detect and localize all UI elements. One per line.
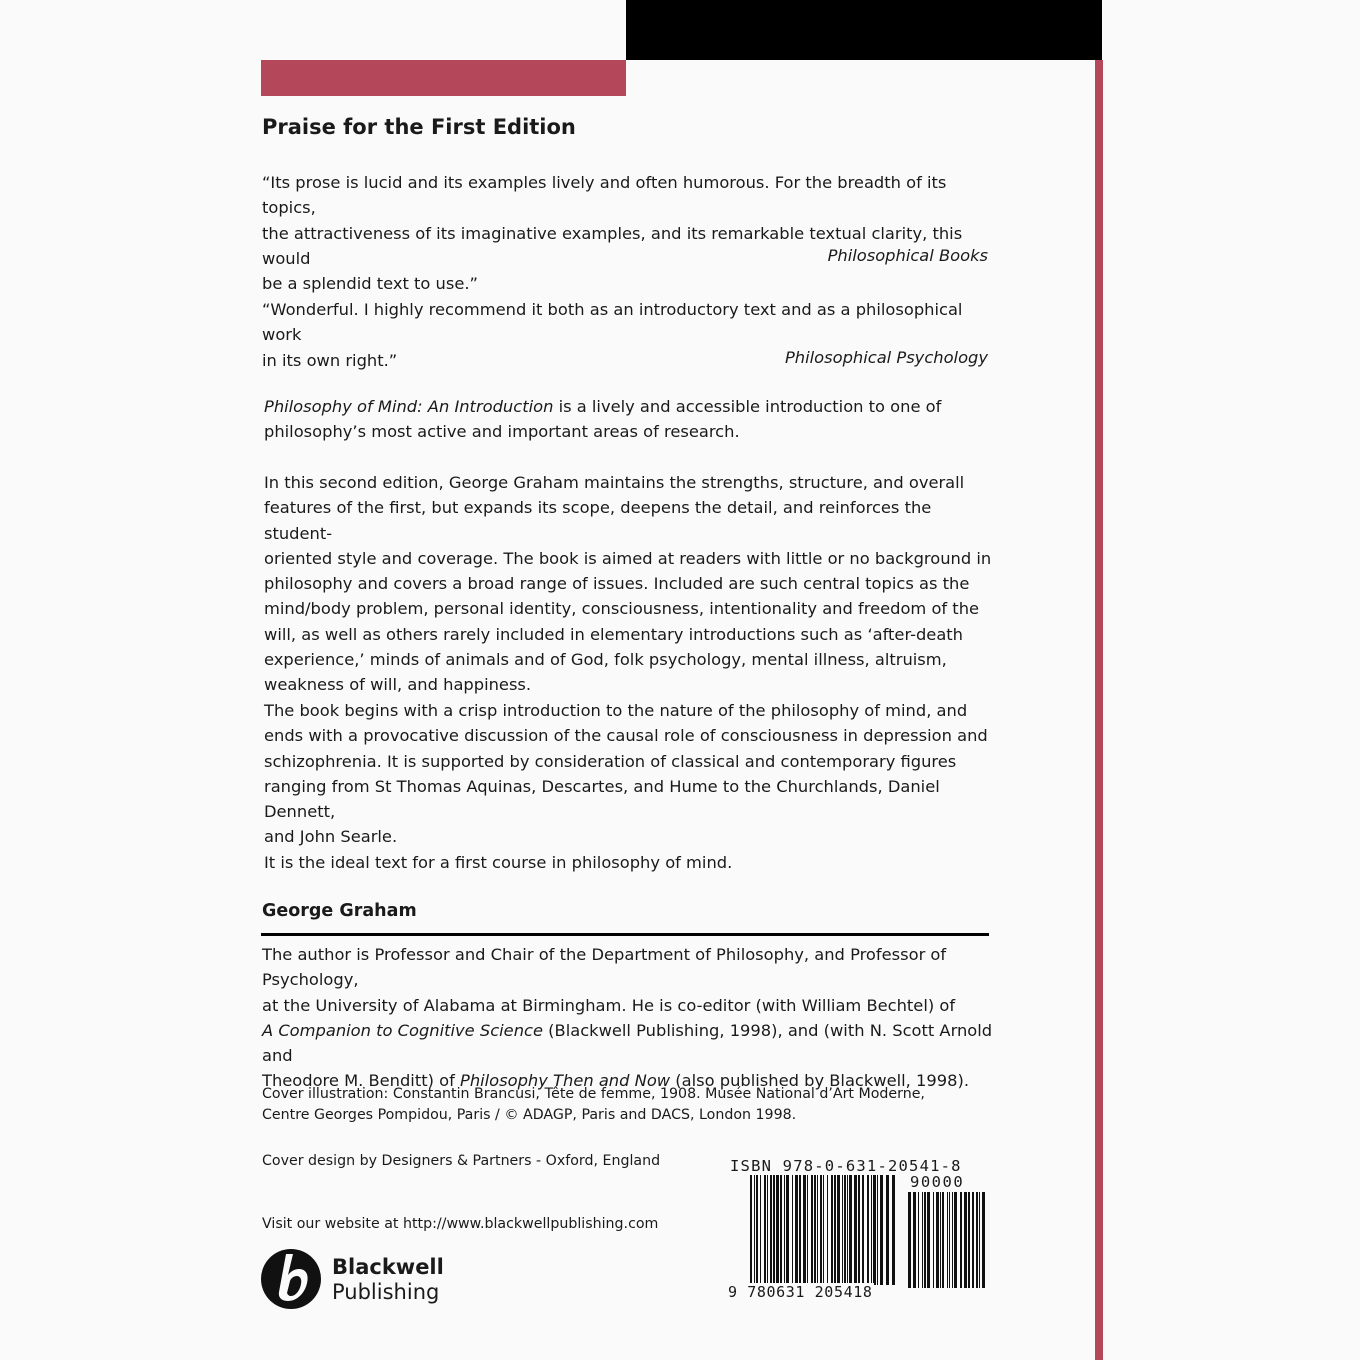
barcode-bar [933, 1192, 934, 1288]
barcode-bar [780, 1175, 782, 1285]
description-ideal-text: It is the ideal text for a first course in philosophy of mind. [264, 853, 733, 872]
barcode-bar [767, 1175, 768, 1285]
barcode-bar [862, 1175, 864, 1285]
author-bio [262, 942, 1002, 1094]
quote-source: Philosophical Books [827, 246, 988, 265]
barcode-bar [979, 1192, 980, 1288]
barcode-bar [795, 1175, 798, 1285]
para-line: The book begins with a crisp introduction to the nature of the philosophy of mind, and [264, 701, 968, 720]
barcode-bar [858, 1175, 860, 1285]
barcode-bar [792, 1175, 793, 1285]
barcode-bar [908, 1192, 911, 1288]
barcode-bar [922, 1192, 923, 1288]
para-line: mind/body problem, personal identity, consciousness, intentionality and freedom of the [264, 599, 980, 619]
barcode-bar [940, 1192, 941, 1288]
para-line: will, as well as others rarely included in elementary introductions such as ‘after-death [264, 624, 963, 644]
barcode-bar [799, 1175, 801, 1285]
cover-design-credit: Cover design by Designers & Partners - Oxford, England [262, 1153, 661, 1169]
barcode-bar [886, 1175, 889, 1285]
side-red-band [1095, 60, 1103, 1360]
barcode-bar [842, 1175, 843, 1285]
barcode-bar [770, 1175, 772, 1285]
para-line: philosophy and covers a broad range of issues. Included are such central topics as the [264, 574, 970, 594]
barcode-bar [764, 1175, 766, 1285]
barcode-bar [880, 1175, 883, 1285]
book-title: Philosophy Then and Now [460, 1071, 671, 1091]
para-line: and John Searle. [264, 827, 398, 847]
barcode-bar [837, 1175, 840, 1285]
barcode-bar [949, 1192, 950, 1288]
barcode-bar [827, 1175, 828, 1285]
barcode-bar [913, 1192, 916, 1288]
barcode-bar [947, 1192, 948, 1288]
barcode-bar [776, 1175, 779, 1285]
barcode-bar [811, 1175, 813, 1285]
barcode-bar [823, 1175, 824, 1299]
top-red-band [261, 60, 626, 96]
description-intro [264, 394, 964, 445]
barcode-bar [892, 1175, 895, 1285]
barcode-bar [954, 1192, 957, 1288]
barcode-bar [877, 1175, 878, 1285]
barcode-bar [982, 1192, 985, 1288]
barcode-bar [820, 1175, 822, 1299]
barcode-bar [773, 1175, 775, 1285]
barcode-bar [867, 1175, 869, 1285]
para-line: ranging from St Thomas Aquinas, Descartes, and Hume to the Churchlands, Daniel Dennett, [264, 776, 940, 822]
para-line: ends with a provocative discussion of the causal role of consciousness in depression and [264, 726, 988, 746]
quote-source: Philosophical Psychology [784, 348, 988, 367]
blackwell-logo-icon [260, 1248, 322, 1310]
barcode-addon-digits: 90000 [910, 1173, 965, 1191]
quote-line: “Its prose is lucid and its examples lively and often humorous. For the breadth of its topics, [262, 173, 947, 218]
quote-line: in its own right.” [262, 350, 398, 370]
para-line: oriented style and coverage. The book is aimed at readers with little or no background in [264, 548, 992, 568]
author-divider [261, 933, 989, 936]
barcode-bar [817, 1175, 818, 1285]
barcode-bar [831, 1175, 833, 1285]
isbn-barcode-icon [750, 1175, 896, 1299]
barcode-bar [873, 1175, 876, 1285]
para-line: features of the first, but expands its scope, deepens the detail, and reinforces the student- [264, 498, 932, 543]
publisher-name: Blackwell Publishing [332, 1255, 444, 1304]
quote-line: be a splendid text to use.” [262, 274, 478, 294]
barcode-bar [972, 1192, 974, 1288]
barcode-bar [854, 1175, 857, 1285]
barcode-bar [927, 1192, 930, 1288]
quote-line: “Wonderful. I highly recommend it both as an introductory text and as a philosophical work [262, 300, 963, 345]
price-barcode-icon [908, 1192, 986, 1302]
barcode-bar [750, 1175, 752, 1299]
barcode-bar [784, 1175, 785, 1285]
description-contents [264, 698, 1004, 850]
book-title: A Companion to Cognitive Science [262, 1020, 543, 1040]
isbn-number: ISBN 978-0-631-20541-8 [730, 1157, 962, 1175]
top-black-band [626, 0, 1102, 60]
barcode-bar [844, 1175, 846, 1285]
praise-heading: Praise for the First Edition [262, 115, 576, 139]
barcode-bar [952, 1192, 953, 1288]
barcode-bar [834, 1175, 836, 1285]
author-heading: George Graham [262, 901, 417, 921]
barcode-bar [760, 1175, 761, 1285]
book-title: Philosophy of Mind: An Introduction [264, 397, 554, 416]
barcode-bar [942, 1192, 944, 1288]
barcode-bar [918, 1192, 919, 1288]
description-second-edition [264, 470, 1004, 698]
intro-text: is a lively and accessible introduction to one of philosophy’s most active and important areas of research. [264, 397, 942, 442]
para-line: weakness of will, and happiness. [264, 675, 532, 695]
barcode-bar [960, 1192, 962, 1288]
quote-line: the attractiveness of its imaginative examples, and its remarkable textual clarity, this would [262, 223, 963, 268]
barcode-bar [756, 1175, 758, 1285]
barcode-bar [936, 1192, 939, 1288]
cover-illustration-credit: Cover illustration: Constantin Brancusi, Tête de femme, 1908. Musée National d’Art Moderne, Centre Georges Pompidou, Paris / © ADAGP, Paris and DACS, London 1998. [262, 1086, 925, 1123]
barcode-bar [847, 1175, 848, 1285]
barcode-bar [968, 1192, 970, 1288]
para-line: experience,’ minds of animals and of God, folk psychology, mental illness, altruism, [264, 650, 947, 670]
barcode-bar [786, 1175, 789, 1285]
barcode-bar [803, 1175, 806, 1285]
para-line: In this second edition, George Graham maintains the strengths, structure, and overall [264, 473, 965, 492]
bio-line: A Companion to Cognitive Science (Blackwell Publishing, 1998), and (with N. Scott Arnold and [262, 1020, 993, 1066]
barcode-bar [754, 1175, 755, 1299]
ean-digits: 9 780631 205418 [728, 1283, 873, 1301]
barcode-bar [849, 1175, 852, 1285]
barcode-bar [871, 1175, 872, 1285]
quote-philosophical-books [262, 170, 1002, 296]
barcode-bar [976, 1192, 978, 1288]
para-line: schizophrenia. It is supported by consideration of classical and contemporary figures [264, 751, 957, 771]
barcode-bar [964, 1192, 967, 1288]
website-link[interactable]: Visit our website at http://www.blackwellpublishing.com [262, 1216, 659, 1232]
bio-line: at the University of Alabama at Birmingham. He is co-editor (with William Bechtel) of [262, 995, 956, 1015]
barcode-bar [924, 1192, 926, 1288]
bio-line: Theodore M. Benditt) of Philosophy Then and Now (also published by Blackwell, 1998). [262, 1071, 969, 1091]
bio-line: The author is Professor and Chair of the Department of Philosophy, and Professor of Psychology, [262, 945, 947, 990]
barcode-bar [814, 1175, 816, 1285]
barcode-bar [807, 1175, 808, 1285]
